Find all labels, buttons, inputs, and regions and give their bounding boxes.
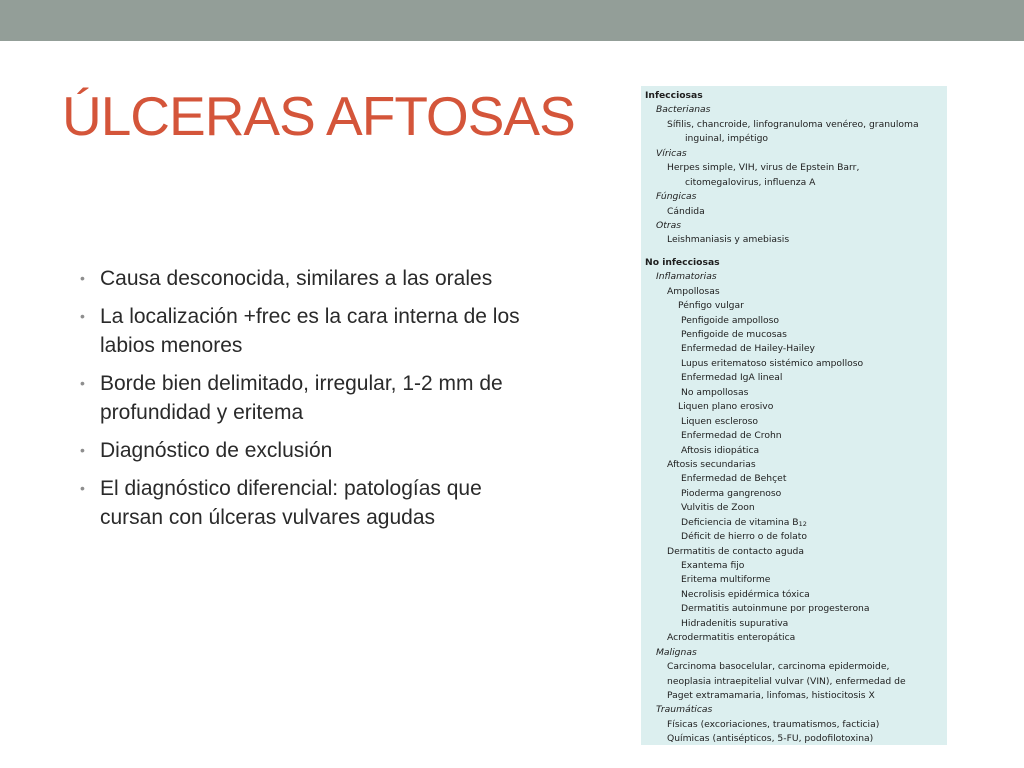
table-item: Necrolisis epidérmica tóxica [681, 588, 810, 600]
table-item: inguinal, impétigo [685, 133, 769, 145]
table-item: Eritema multiforme [681, 574, 771, 586]
top-bar [0, 0, 1024, 41]
bullet-item: • Causa desconocida, similares a las orales [78, 264, 548, 293]
category-inflamatorias: Inflamatorias [656, 271, 717, 283]
subcategory-acrodermatitis: Acrodermatitis enteropática [667, 632, 796, 644]
table-item: Pénfigo vulgar [678, 300, 744, 312]
category-otras: Otras [656, 219, 682, 231]
table-item: Leishmaniasis y amebiasis [667, 234, 790, 246]
bullet-dot-icon: • [80, 308, 85, 324]
section-heading-no-infecciosas: No infecciosas [645, 256, 720, 268]
table-item: Liquen escleroso [681, 415, 759, 427]
subcategory-dermatitis-contacto: Dermatitis de contacto aguda [667, 545, 805, 557]
table-item: Lupus eritematoso sistémico ampolloso [681, 357, 864, 369]
bullet-dot-icon: • [80, 270, 85, 286]
category-traumaticas: Traumáticas [656, 704, 713, 716]
table-item: Penfigoide ampolloso [681, 314, 780, 326]
category-fungicas: Fúngicas [656, 191, 697, 203]
table-item: Vulvitis de Zoon [681, 502, 755, 514]
bullet-dot-icon: • [80, 375, 85, 391]
category-bacterianas: Bacterianas [656, 104, 711, 116]
bullet-item: • Borde bien delimitado, irregular, 1-2 mm de profundidad y eritema [78, 369, 548, 427]
subcategory-ampollosas: Ampollosas [667, 285, 720, 297]
differential-diagnosis-table [641, 86, 947, 745]
table-item: Cándida [667, 205, 705, 217]
category-viricas: Víricas [656, 147, 687, 159]
table-item: Químicas (antisépticos, 5-FU, podofilotoxina) [667, 733, 874, 745]
table-item: Sífilis, chancroide, linfogranuloma venéreo, granuloma [667, 118, 919, 130]
subcategory-aftosis-secundarias: Aftosis secundarias [667, 458, 756, 470]
bullet-dot-icon: • [80, 480, 85, 496]
table-item: neoplasia intraepitelial vulvar (VIN), enfermedad de [667, 675, 906, 687]
table-item: Pioderma gangrenoso [681, 487, 782, 499]
table-item: Enfermedad de Hailey-Hailey [681, 343, 815, 355]
table-item: Exantema fijo [681, 560, 745, 571]
table-item: Herpes simple, VIH, virus de Epstein Barr, [667, 162, 860, 174]
table-item: Penfigoide de mucosas [681, 329, 787, 340]
bullet-list [78, 264, 548, 541]
section-heading-infecciosas: Infecciosas [645, 90, 703, 101]
slide-title: ÚLCERAS AFTOSAS [62, 85, 575, 147]
bullet-item: • La localización +frec es la cara interna de los labios menores [78, 302, 548, 360]
table-item: Hidradenitis supurativa [681, 617, 789, 629]
table-item: Dermatitis autoinmune por progesterona [681, 603, 870, 615]
bullet-dot-icon: • [80, 442, 85, 458]
table-item: Carcinoma basocelular, carcinoma epidermoide, [667, 661, 890, 673]
table-item: Liquen plano erosivo [678, 401, 774, 413]
bullet-item: • Diagnóstico de exclusión [78, 436, 548, 465]
table-item: Enfermedad IgA lineal [681, 372, 783, 384]
table-item: Enfermedad de Behçet [681, 473, 787, 485]
table-item: Paget extramamaria, linfomas, histiocitosis X [667, 689, 875, 701]
subcategory-no-ampollosas: No ampollosas [681, 386, 749, 398]
table-item: Físicas (excoriaciones, traumatismos, facticia) [667, 718, 880, 730]
table-item: citomegalovirus, influenza A [685, 176, 816, 188]
table-item: Déficit de hierro o de folato [681, 531, 808, 543]
table-item: Enfermedad de Crohn [681, 430, 782, 442]
bullet-item: • El diagnóstico diferencial: patologías que cursan con úlceras vulvares agudas [78, 474, 548, 532]
table-item: Deficiencia de vitamina $B_{12}$ [681, 516, 807, 528]
category-malignas: Malignas [656, 646, 697, 658]
table-item: Aftosis idiopática [681, 444, 760, 456]
